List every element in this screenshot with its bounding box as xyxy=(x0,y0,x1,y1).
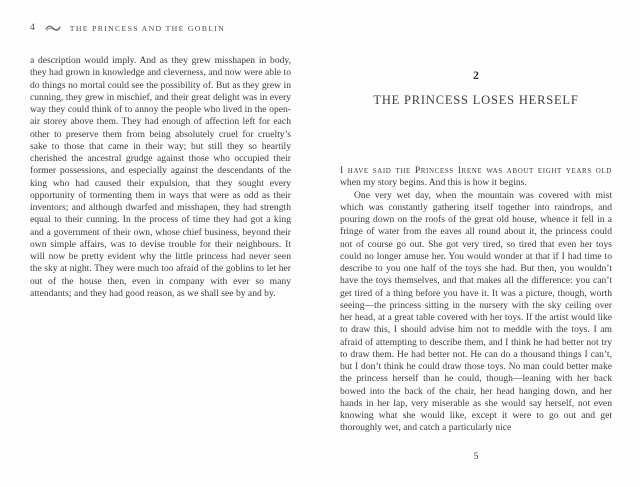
chapter-title: THE PRINCESS LOSES HERSELF xyxy=(373,93,579,107)
left-page-body-text: a description would imply. And as they grew misshapen in body, they had grown in knowledge and cleverness, and now were able to do things no mortal could see the possibility of. But as they grew in cunning, they grew in mischief, and their great delight was in every way they could think of to annoy the people who lived in the open-air storey above them. They had enough of affection left for each other to preserve them from being absolutely cruel for cruelty’s sake to those that came in their way; but still they so heartily cherished the ancestral grudge against those who occupied their former possessions, and especially against the descendants of the king who had caused their expulsion, that they sought every opportunity of tormenting them in ways that were as odd as their inventors; and although dwarfed and misshapen, they had strength equal to their cunning. In the process of time they had got a king and a government of their own, whose chief business, beyond their own simple affairs, was to devise trouble for their neighbours. It will now be pretty evident why the little princess had never seen the sky at night. They were much too afraid of the goblins to let her out of the house then, even in company with ever so many attendants; and they had good reason, as we shall see by and by. xyxy=(30,55,291,299)
running-header xyxy=(30,22,291,34)
right-page xyxy=(340,0,612,487)
swash-ornament-icon xyxy=(45,24,61,32)
opening-small-caps-text: I have said the Princess Irene was about eight years old xyxy=(340,165,612,176)
left-page-number: 4 xyxy=(30,23,35,33)
opening-paragraph xyxy=(340,165,612,190)
left-page xyxy=(30,22,291,300)
right-page-body-text: One very wet day, when the mountain was covered with mist which was constantly gathering itself together into raindrops, and pouring down on the roofs of the great old house, whence it fell in a fringe of water from the eaves all round about it, the princess could not of course go out. She got very tired, so tired that even her toys could no longer amuse her. You would wonder at that if I had time to describe to you one half of the toys she had. But then, you wouldn’t have the toys themselves, and that makes all the difference: you can’t get tired of a thing before you have it. It was a picture, though, worth seeing—the princess sitting in the nursery with the sky ceiling over her head, at a great table covered with her toys. If the artist would like to draw this, I should advise him not to meddle with the toys. I am afraid of attempting to describe them, and I think he had better not try to draw them. He had better not. He can do a thousand things I can’t, but I don’t think he could draw those toys. No man could better make the princess herself than he could, though—leaning with her back bowed into the back of the chair, her head hanging down, and her hands in her lap, very miserable as she would say herself, not even knowing what she would like, except it were to go out and get thoroughly wet, and catch a particularly nice xyxy=(340,189,612,434)
running-title: THE PRINCESS AND THE GOBLIN xyxy=(69,23,226,33)
chapter-number: 2 xyxy=(473,68,479,82)
opening-rest-text: when my story begins. And this is how it begins. xyxy=(340,177,527,189)
right-page-number: 5 xyxy=(473,452,479,462)
